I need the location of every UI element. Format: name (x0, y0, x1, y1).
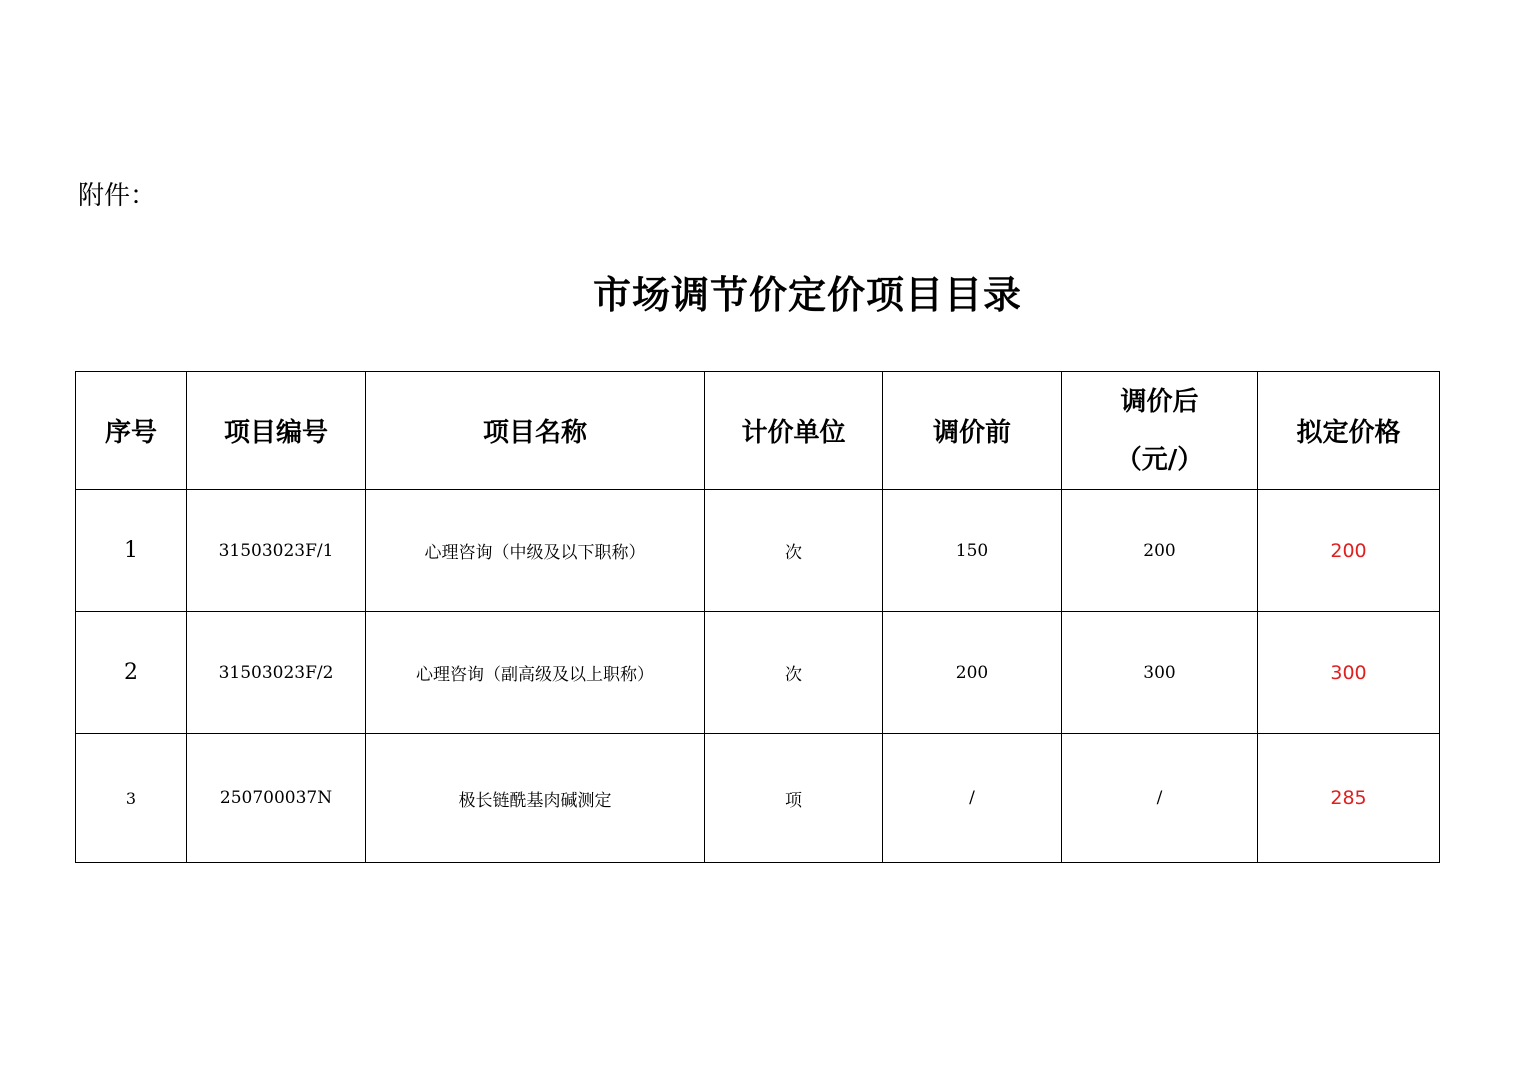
cell-unit: 次 (705, 612, 883, 734)
table-row (76, 612, 1440, 734)
header-after-unit: （元/） (1115, 444, 1204, 475)
cell-unit: 次 (705, 490, 883, 612)
cell-proposed: 200 (1258, 490, 1440, 612)
header-proposed: 拟定价格 (1258, 372, 1440, 490)
cell-code: 250700037N (187, 734, 366, 863)
table-header-row (76, 372, 1440, 490)
cell-proposed: 285 (1258, 734, 1440, 863)
header-name: 项目名称 (366, 372, 705, 490)
header-seq: 序号 (76, 372, 187, 490)
header-unit: 计价单位 (705, 372, 883, 490)
cell-proposed: 300 (1258, 612, 1440, 734)
cell-after: / (1062, 734, 1258, 863)
header-code: 项目编号 (187, 372, 366, 490)
table-row (76, 490, 1440, 612)
cell-seq: 3 (76, 734, 187, 863)
cell-before: 150 (883, 490, 1062, 612)
table-row (76, 734, 1440, 863)
cell-unit: 项 (705, 734, 883, 863)
cell-seq: 1 (76, 490, 187, 612)
cell-code: 31503023F/1 (187, 490, 366, 612)
cell-before: / (883, 734, 1062, 863)
cell-name: 极长链酰基肉碱测定 (366, 734, 705, 863)
header-after (1062, 372, 1258, 490)
page-title: 市场调节价定价项目目录 (592, 272, 1022, 317)
header-before: 调价前 (883, 372, 1062, 490)
cell-code: 31503023F/2 (187, 612, 366, 734)
price-table (75, 371, 1440, 863)
cell-name: 心理咨询（中级及以下职称） (366, 490, 705, 612)
cell-before: 200 (883, 612, 1062, 734)
cell-name: 心理咨询（副高级及以上职称） (366, 612, 705, 734)
cell-after: 300 (1062, 612, 1258, 734)
cell-after: 200 (1062, 490, 1258, 612)
attachment-label: 附件： (78, 181, 157, 211)
header-after-label: 调价后 (1120, 386, 1199, 417)
cell-seq: 2 (76, 612, 187, 734)
